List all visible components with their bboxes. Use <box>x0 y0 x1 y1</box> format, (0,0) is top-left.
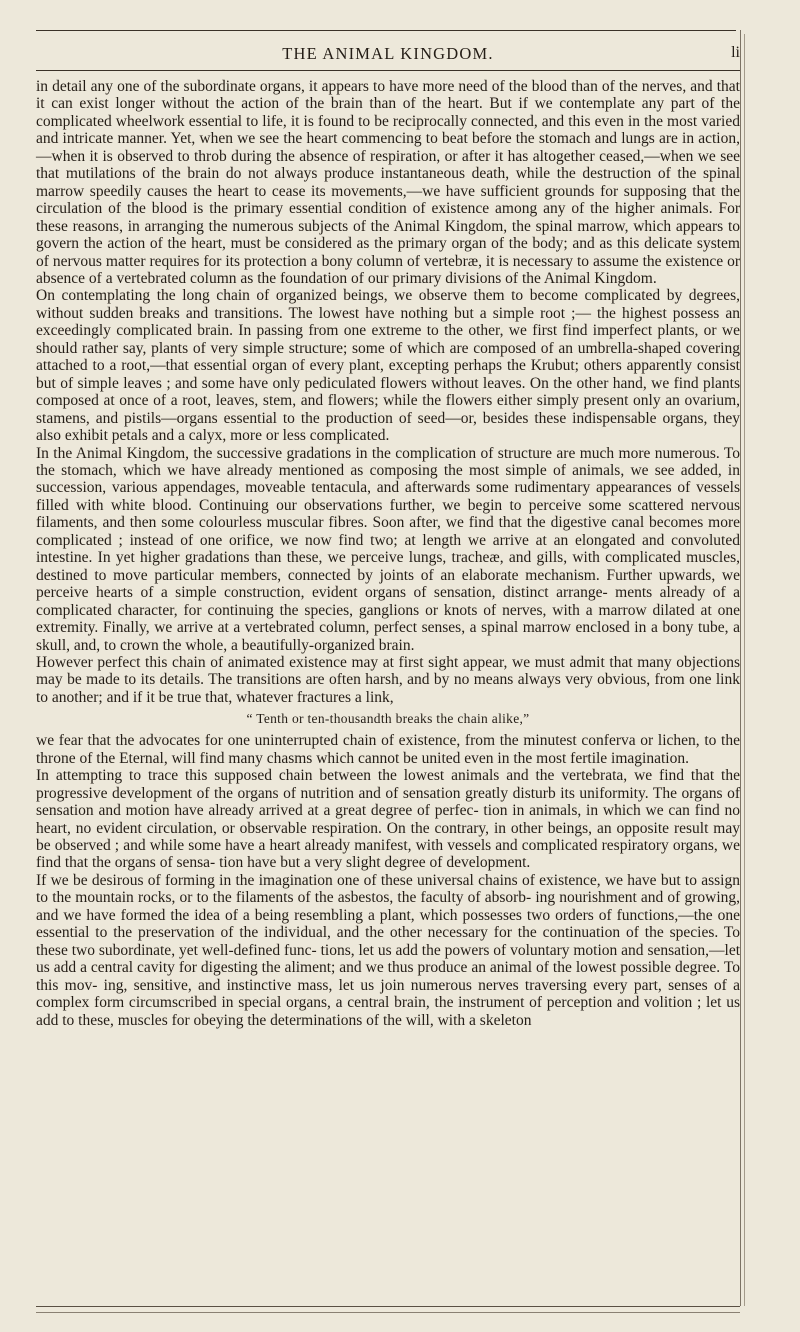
bottom-border-rule-outer <box>36 1312 740 1313</box>
top-border-rule <box>36 30 736 31</box>
running-head <box>36 44 740 68</box>
page-number: li <box>731 44 740 61</box>
page-edge-line <box>740 30 741 1306</box>
header-rule <box>36 70 740 71</box>
running-title: THE ANIMAL KINGDOM. <box>282 44 494 63</box>
paragraph: in detail any one of the subordinate organs, it appears to have more need of the blood than of the nerves, and that it can exist longer without the action of the brain than of the heart. But if we contemplate any part of the complicated wheelwork essential to life, it is found to be reciprocally connected, and this even in the most varied and intricate manner. Yet, when we see the heart commencing to beat before the stomach and lungs are in action,—when it is observed to throb during the absence of respiration, or after it has altogether ceased,—when we see that mutilations of the brain do not always produce instantaneous death, while the destruction of the spinal marrow speedily causes the heart to cease its movements,—we have sufficient grounds for supposing that the circulation of the blood is the primary essential condition of existence among any of the higher animals. For these reasons, in arranging the numerous subjects of the Animal Kingdom, the spinal marrow, which appears to govern the action of the heart, must be considered as the primary organ of the body; and as this delicate system of nervous matter requires for its protection a bony column of vertebræ, it is necessary to assume the existence or absence of a vertebrated column as the foundation of our primary divisions of the Animal Kingdom. <box>36 78 740 287</box>
paragraph: However perfect this chain of animated existence may at first sight appear, we must admit that many objections may be made to its details. The transitions are often harsh, and by no means always very obvious, from one link to another; and if it be true that, whatever fractures a link, <box>36 653 740 706</box>
paragraph: In attempting to trace this supposed chain between the lowest animals and the vertebrata, we find that the progressive development of the organs of nutrition and of sensation greatly disturb its uniformity. The organs of sensation and motion have already arrived at a great degree of perfec- tion in animals, in which we can find no heart, no evident circulation, or observable respiration. On the contrary, in other beings, an opposite result may be observed ; and while some have a heart already manifest, with vessels and complicated respiratory organs, we find that the organs of sensa- tion have but a very slight degree of development. <box>36 767 740 872</box>
body-text <box>36 78 740 1029</box>
bottom-border-rule <box>36 1306 740 1307</box>
verse-quotation: “ Tenth or ten-thousandth breaks the chain alike,” <box>246 711 530 727</box>
page-edge-line-outer <box>744 34 745 1306</box>
paragraph: we fear that the advocates for one uninterrupted chain of existence, from the minutest conferva or lichen, to the throne of the Eternal, will find many chasms which cannot be united even in the most fertile imagination. <box>36 732 740 767</box>
paragraph: On contemplating the long chain of organized beings, we observe them to become complicated by degrees, without sudden breaks and transitions. The lowest have nothing but a simple root ;— the highest possess an exceedingly complicated brain. In passing from one extreme to the other, we first find imperfect plants, or we should rather say, plants of very simple structure; some of which are composed of an umbrella-shaped covering attached to a root,—that essential organ of every plant, excepting perhaps the Krubut; others apparently consist but of simple leaves ; and some have only pediculated flowers without leaves. On the other hand, we find plants composed at once of a root, leaves, stem, and flowers; while the flowers either simply present only an ovarium, stamens, and pistils—organs essential to the production of seed—or, besides these indispensable organs, they also exhibit petals and a calyx, more or less complicated. <box>36 287 740 445</box>
paragraph: In the Animal Kingdom, the successive gradations in the complication of structure are much more numerous. To the stomach, which we have already mentioned as composing the most simple of animals, we see added, in succession, various appendages, moveable tentacula, and afterwards some rudimentary appearances of vessels filled with white blood. Continuing our observations further, we begin to perceive some scattered nervous filaments, and then some colourless muscular fibres. Soon after, we find that the digestive canal becomes more complicated ; instead of one orifice, we now find two; at length we arrive at an elongated and convoluted intestine. In yet higher gradations than these, we perceive lungs, tracheæ, and gills, with complicated muscles, destined to move particular members, connected by joints of an elaborate mechanism. Further upwards, we perceive hearts of a simple construction, evident organs of sensation, distinct arrange- ments already of a complicated character, for continuing the species, ganglions or knots of nerves, with a marrow dilated at one extremity. Finally, we arrive at a vertebrated column, perfect senses, a spinal marrow enclosed in a bony tube, a skull, and, to crown the whole, a beautifully-organized brain. <box>36 444 740 654</box>
paragraph: If we be desirous of forming in the imagination one of these universal chains of existence, we have but to assign to the mountain rocks, or to the filaments of the asbestos, the faculty of absorb- ing nourishment and of growing, and we have formed the idea of a being resembling a plant, which possesses two orders of functions,—the one essential to the preservation of the individual, and the other necessary for the continuation of the species. To these two subordinate, yet well-defined func- tions, let us add the powers of voluntary motion and sensation,—let us add a central cavity for digesting the aliment; and we thus produce an animal of the lowest possible degree. To this mov- ing, sensitive, and instinctive mass, let us join numerous nerves traversing every part, senses of a complex form circumscribed in special organs, a central brain, the instrument of perception and volition ; let us add to these, muscles for obeying the determinations of the will, with a skeleton <box>36 871 740 1029</box>
